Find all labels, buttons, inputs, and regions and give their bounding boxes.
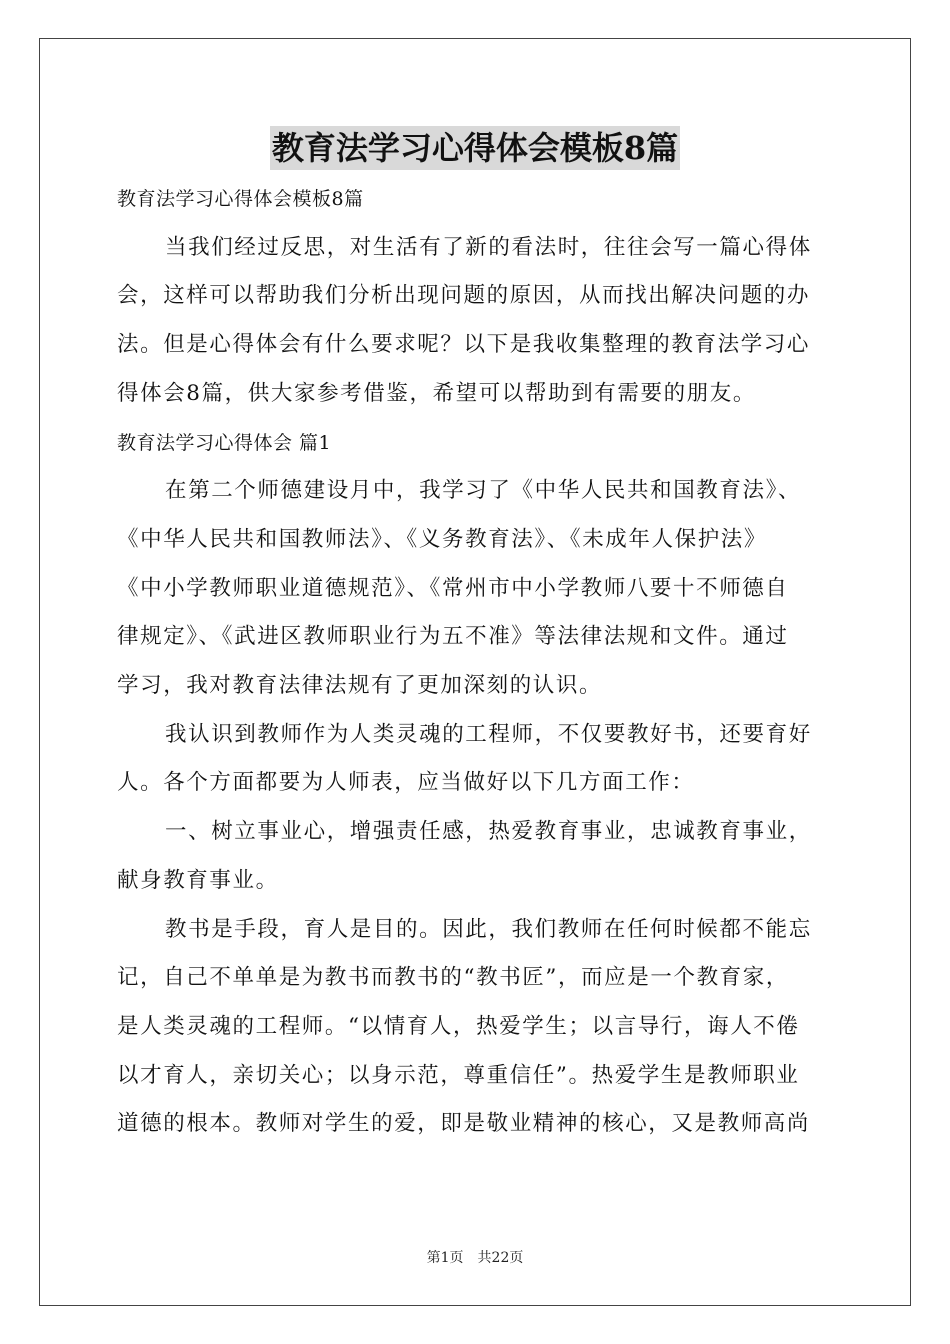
paragraph-line: 一、树立事业心，增强责任感，热爱教育事业，忠诚教育事业， [165,819,812,845]
paragraph-line: 献身教育事业。 [117,867,279,893]
document-title: 教育法学习心得体会模板8篇 [270,126,680,170]
section-heading: 教育法学习心得体会模板8篇 [117,188,364,210]
paragraph-line: 《中华人民共和国教师法》、《义务教育法》、《未成年人保护法》 [117,526,768,552]
document-body [117,175,839,1149]
section-heading: 教育法学习心得体会 篇1 [117,431,332,454]
paragraph-line: 律规定》、《武进区教师职业行为五不准》等法律法规和文件。通过 [117,624,789,650]
paragraph-line: 得体会8篇，供大家参考借鉴，希望可以帮助到有需要的朋友。 [117,380,756,406]
paragraph-line: 会，这样可以帮助我们分析出现问题的原因，从而找出解决问题的办 [117,283,811,309]
paragraph-line: 教书是手段，育人是目的。因此，我们教师在任何时候都不能忘 [165,916,812,942]
paragraph-line: 在第二个师德建设月中，我学习了《中华人民共和国教育法》、 [165,478,802,504]
paragraph-line: 以才育人，亲切关心；以身示范，尊重信任”。热爱学生是教师职业 [117,1062,800,1088]
paragraph-line: 道德的根本。教师对学生的爱，即是敬业精神的核心，又是教师高尚 [117,1111,811,1137]
page-footer: 第1页 共22页 [426,1250,524,1266]
paragraph-line: 我认识到教师作为人类灵魂的工程师，不仅要教好书，还要育好 [165,721,812,747]
paragraph-line: 《中小学教师职业道德规范》、《常州市中小学教师八要十不师德自 [117,575,789,601]
title-container [0,126,950,170]
paragraph-line: 法。但是心得体会有什么要求呢？以下是我收集整理的教育法学习心 [117,332,811,358]
paragraph-line: 记，自己不单单是为教书而教书的“教书匠”，而应是一个教育家， [117,965,789,991]
paragraph-line: 是人类灵魂的工程师。“以情育人，热爱学生；以言导行，诲人不倦 [117,1013,800,1039]
paragraph-line: 学习，我对教育法律法规有了更加深刻的认识。 [117,673,603,699]
paragraph-line: 当我们经过反思，对生活有了新的看法时，往往会写一篇心得体 [165,234,812,260]
paragraph-line: 人。各个方面都要为人师表，应当做好以下几方面工作： [117,770,695,796]
